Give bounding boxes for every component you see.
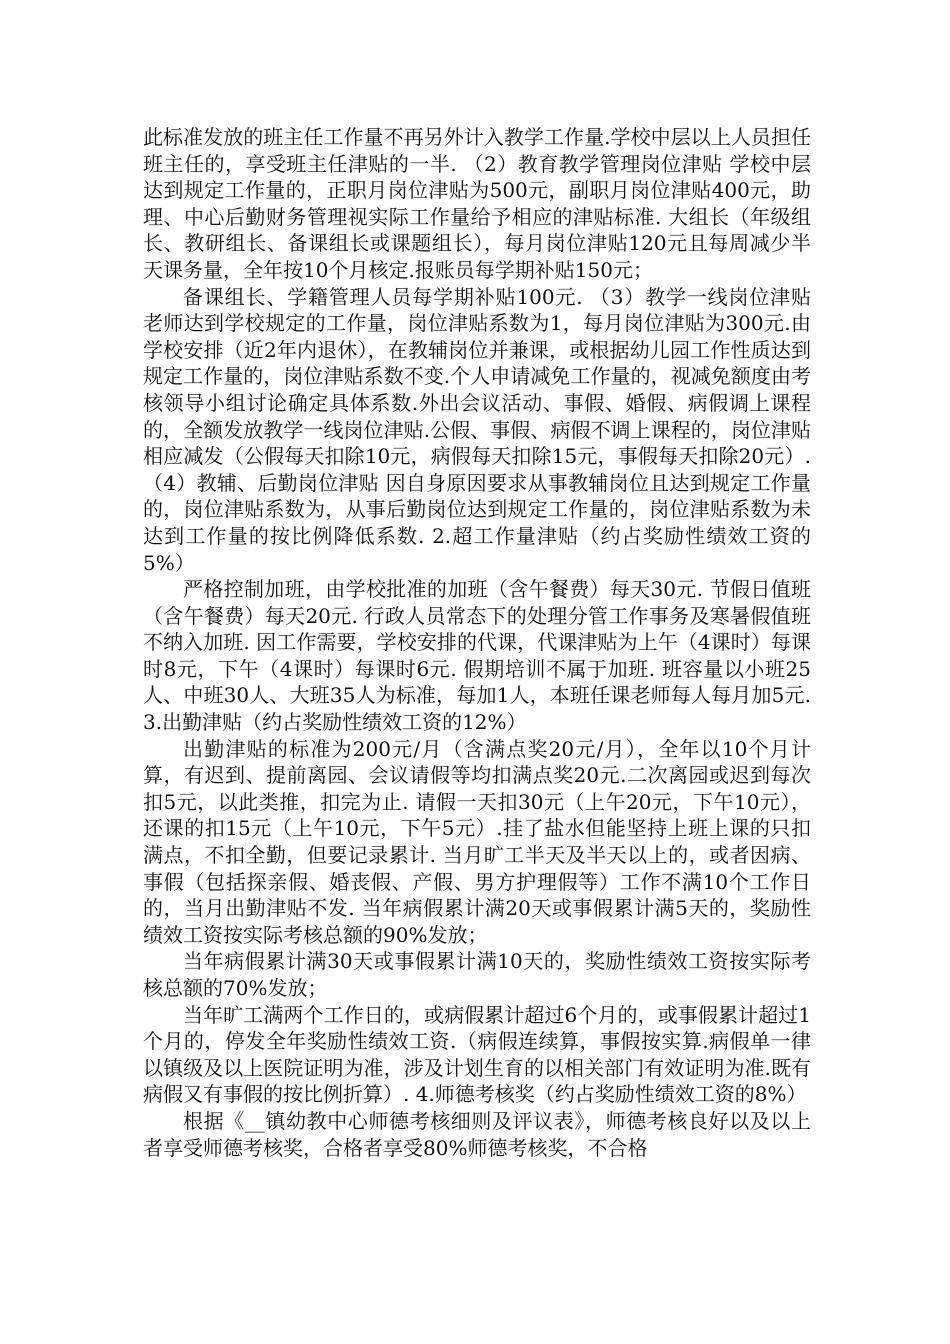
paragraph-2: 备课组长、学籍管理人员每学期补贴100元. （3）教学一线岗位津贴 老师达到学校规定的工作量，岗位津贴系数为1，每月岗位津贴为300元.由学校安排（近2年内退休），在教辅岗位并兼课，或根据幼儿园工作性质达到规定工作量的，岗位津贴系数不变.个人申请减免工作量的，视减免额度由考核领导小组讨论确定具体系数.外出会议活动、事假、婚假、病假调上课程的，全额发放教学一线岗位津贴.公假、事假、病假不调上课程的，岗位津贴相应减发（公假每天扣除10元，病假每天扣除15元，事假每天扣除20元）. （4）教辅、后勤岗位津贴 因自身原因要求从事教辅岗位且达到规定工作量的，岗位津贴系数为，从事后勤岗位达到规定工作量的，岗位津贴系数为未达到工作量的按比例降低系数. 2.超工作量津贴（约占奖励性绩效工资的5%） [143, 284, 811, 575]
paragraph-7: 根据《__镇幼教中心师德考核细则及评议表》，师德考核良好以及以上者享受师德考核奖，合格者享受80%师德考核奖，不合格 [143, 1108, 811, 1160]
paragraph-5: 当年病假累计满30天或事假累计满10天的，奖励性绩效工资按实际考核总额的70%发放； [143, 949, 811, 1000]
paragraph-1: 此标准发放的班主任工作量不再另外计入教学工作量.学校中层以上人员担任班主任的，享受班主任津贴的一半. （2）教育教学管理岗位津贴 学校中层达到规定工作量的，正职月岗位津贴为500元，副职月岗位津贴400元，助理、中心后勤财务管理视实际工作量给予相应的津贴标准. 大组长（年级组长、教研组长、备课组长或课题组长），每月岗位津贴120元且每周减少半天课务量，全年按10个月核定.报账员每学期补贴150元； [143, 125, 811, 282]
document-body [143, 124, 811, 1161]
paragraph-3: 严格控制加班，由学校批准的加班（含午餐费）每天30元. 节假日值班（含午餐费）每天20元. 行政人员常态下的处理分管工作事务及寒暑假值班不纳入加班. 因工作需要，学校安排的代课，代课津贴为上午（4课时）每课时8元，下午（4课时）每课时6元. 假期培训不属于加班. 班容量以小班25人、中班30人、大班35人为标准，每加1人，本班任课老师每人每月加5元. 3.出勤津贴（约占奖励性绩效工资的12%） [143, 577, 811, 735]
paragraph-4: 出勤津贴的标准为200元/月（含满点奖20元/月），全年以10个月计算，有迟到、提前离园、会议请假等均扣满点奖20元.二次离园或迟到每次扣5元，以此类推，扣完为止. 请假一天扣30元（上午20元，下午10元），还课的扣15元（上午10元，下午5元）.挂了盐水但能坚持上班上课的只扣满点，不扣全勤，但要记录累计. 当月旷工半天及半天以上的，或者因病、事假（包括探亲假、婚丧假、产假、男方护理假等）工作不满10个工作日的，当月出勤津贴不发. 当年病假累计满20天或事假累计满5天的，奖励性绩效工资按实际考核总额的90%发放； [143, 736, 811, 947]
paragraph-6: 当年旷工满两个工作日的，或病假累计超过6个月的，或事假累计超过1个月的，停发全年奖励性绩效工资.（病假连续算，事假按实算.病假单一律以镇级及以上医院证明为准，涉及计划生育的以相关部门有效证明为准.既有病假又有事假的按比例折算）. 4.师德考核奖（约占奖励性绩效工资的8%） [143, 1002, 811, 1107]
